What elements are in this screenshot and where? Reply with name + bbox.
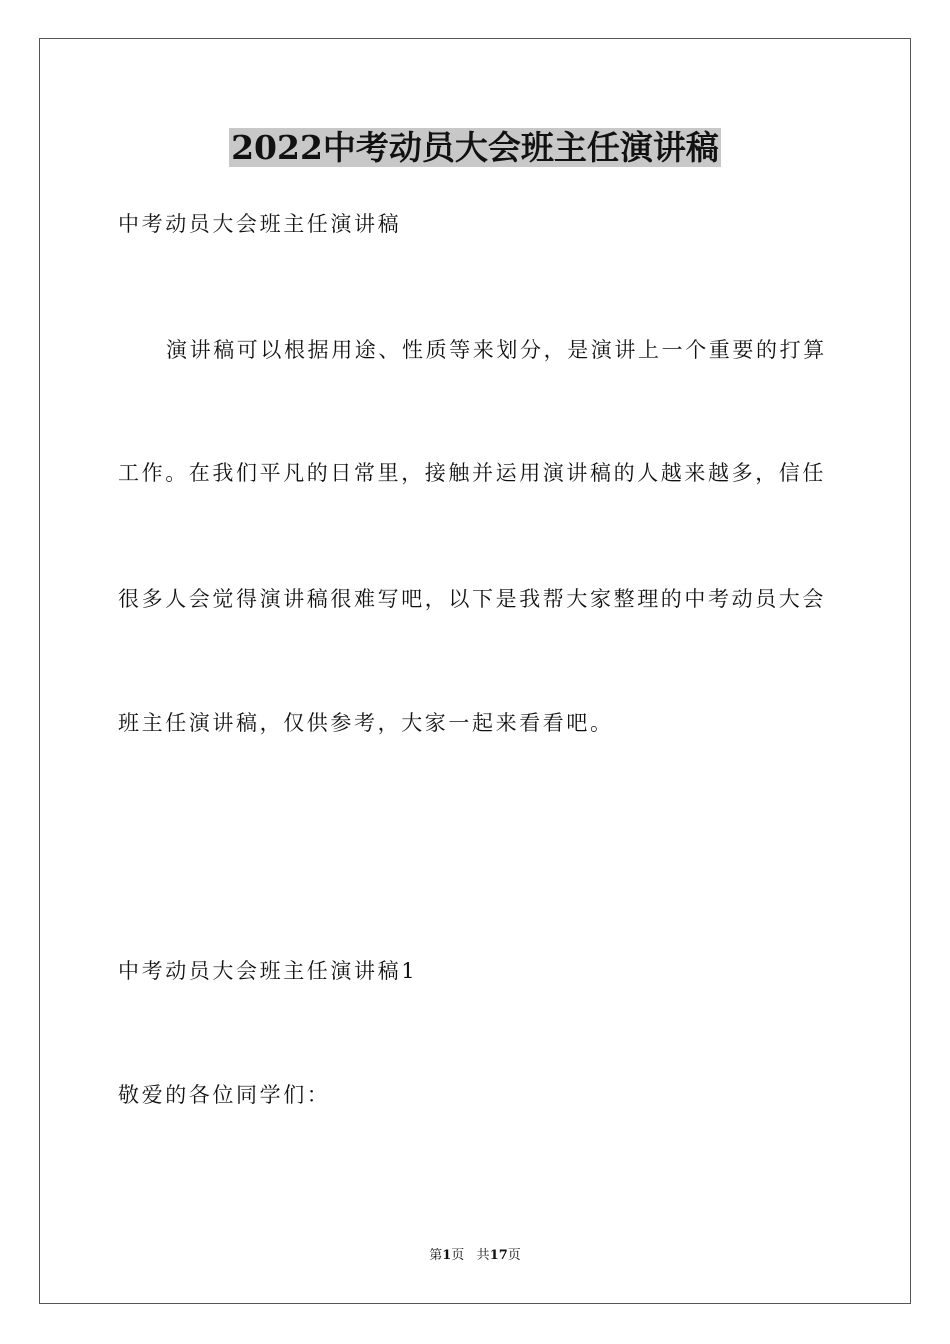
document-title-text: 2022中考动员大会班主任演讲稿 — [231, 128, 719, 167]
section-heading: 中考动员大会班主任演讲稿1 — [118, 959, 418, 983]
intro-line-4: 班主任演讲稿，仅供参考，大家一起来看看吧。 — [118, 711, 614, 735]
footer-total-suffix: 页 — [507, 1248, 521, 1263]
document-subtitle: 中考动员大会班主任演讲稿 — [118, 212, 402, 236]
footer-page-suffix: 页 — [451, 1248, 465, 1263]
page-footer — [0, 1247, 950, 1265]
salutation: 敬爱的各位同学们： — [118, 1083, 331, 1107]
footer-total-pages: 17 — [489, 1248, 508, 1263]
intro-line-1: 演讲稿可以根据用途、性质等来划分，是演讲上一个重要的打算 — [166, 338, 827, 362]
footer-page-prefix: 第 — [429, 1248, 443, 1263]
intro-line-2: 工作。在我们平凡的日常里，接触并运用演讲稿的人越来越多，信任 — [118, 461, 826, 485]
footer-total-prefix: 共 — [476, 1248, 490, 1263]
intro-line-3: 很多人会觉得演讲稿很难写吧，以下是我帮大家整理的中考动员大会 — [118, 587, 826, 611]
document-title — [0, 124, 950, 172]
footer-page-number: 1 — [442, 1248, 452, 1263]
